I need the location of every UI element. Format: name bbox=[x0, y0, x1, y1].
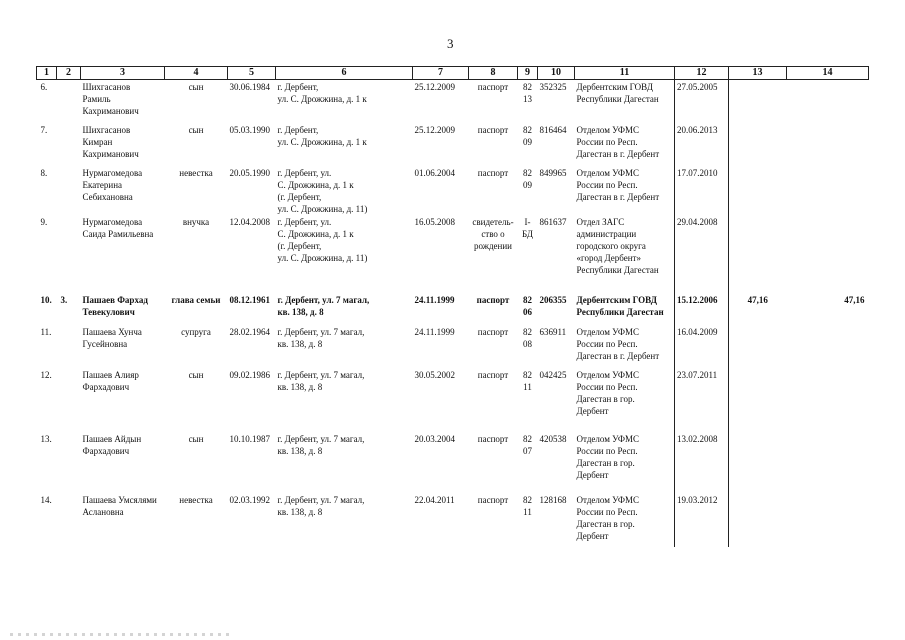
cell-document-series: 82 09 bbox=[523, 124, 532, 147]
col-header-5: 5 bbox=[228, 67, 276, 80]
cell-birth-date: 05.03.1990 bbox=[229, 124, 270, 135]
cell-document-series: 82 07 bbox=[523, 433, 532, 456]
table-row bbox=[37, 325, 869, 368]
cell-relation: невестка bbox=[179, 494, 213, 505]
cell-address: г. Дербент, ул. С. Дрожжина, д. 1 к bbox=[277, 82, 367, 104]
cell-row-number: 14. bbox=[40, 494, 52, 505]
col-header-14: 14 bbox=[787, 67, 869, 80]
cell-document-issuer: Отделом УФМС России по Респ. Дагестан в гор. Дербент bbox=[576, 494, 639, 541]
cell-registration-date: 20.03.2004 bbox=[414, 433, 455, 444]
cell-family-number bbox=[57, 123, 81, 166]
cell-issue-date: 20.06.2013 bbox=[675, 123, 729, 166]
cell-document-number: 352325 bbox=[539, 82, 567, 92]
cell-document-issuer: Отделом УФМС России по Респ. Дагестан в г. Дербент bbox=[576, 167, 660, 202]
cell-registration-date: 16.05.2008 bbox=[414, 216, 455, 227]
cell-total-area bbox=[729, 166, 787, 215]
cell-registration-date: 01.06.2004 bbox=[414, 167, 455, 178]
col-header-11: 11 bbox=[575, 67, 675, 80]
cell-living-area bbox=[787, 123, 869, 166]
cell-birth-date: 08.12.1961 bbox=[229, 294, 270, 305]
cell-address: г. Дербент, ул. С. Дрожжина, д. 1 к bbox=[277, 124, 367, 147]
cell-relation: невестка bbox=[179, 167, 213, 178]
cell-family-number bbox=[57, 493, 81, 547]
scan-noise bbox=[10, 633, 230, 636]
cell-issue-date: 29.04.2008 bbox=[675, 215, 729, 293]
cell-document-type: паспорт bbox=[477, 124, 509, 135]
col-header-8: 8 bbox=[469, 67, 518, 80]
cell-row-number: 7. bbox=[40, 124, 48, 135]
cell-total-area bbox=[729, 215, 787, 293]
cell-document-issuer: Дербентским ГОВД Республики Дагестан bbox=[576, 82, 659, 104]
cell-address: г. Дербент, ул. С. Дрожжина, д. 1 к (г. Дербент, ул. С. Дрожжина, д. 11) bbox=[277, 216, 368, 263]
cell-document-number: 042425 bbox=[539, 369, 567, 380]
col-header-1: 1 bbox=[37, 67, 57, 80]
table-row bbox=[37, 123, 869, 166]
cell-family-number bbox=[57, 432, 81, 493]
cell-total-area bbox=[729, 325, 787, 368]
cell-living-area bbox=[787, 493, 869, 547]
col-header-13: 13 bbox=[729, 67, 787, 80]
table-row bbox=[37, 215, 869, 293]
cell-relation: сын bbox=[188, 369, 204, 380]
cell-family-number bbox=[57, 166, 81, 215]
col-header-4: 4 bbox=[165, 67, 228, 80]
cell-address: г. Дербент, ул. 7 магал, кв. 138, д. 8 bbox=[277, 326, 365, 349]
cell-row-number: 10. bbox=[40, 294, 52, 305]
cell-issue-date: 15.12.2006 bbox=[675, 293, 729, 325]
cell-issue-date: 17.07.2010 bbox=[675, 166, 729, 215]
cell-living-area bbox=[787, 368, 869, 432]
cell-living-area bbox=[787, 80, 869, 123]
cell-document-number: 420538 bbox=[539, 433, 567, 444]
cell-document-series: 82 06 bbox=[523, 294, 532, 317]
cell-relation: внучка bbox=[182, 216, 210, 227]
cell-document-issuer: Дербентским ГОВД Республики Дагестан bbox=[576, 294, 664, 317]
col-header-6: 6 bbox=[276, 67, 413, 80]
cell-address: г. Дербент, ул. 7 магал, кв. 138, д. 8 bbox=[277, 494, 365, 517]
col-header-10: 10 bbox=[538, 67, 575, 80]
cell-total-area bbox=[729, 123, 787, 166]
cell-registration-date: 25.12.2009 bbox=[414, 124, 455, 135]
cell-total-area bbox=[729, 368, 787, 432]
cell-row-number: 9. bbox=[40, 216, 48, 227]
cell-document-issuer: Отдел ЗАГС администрации городского округа «город Дербент» Республики Дагестан bbox=[576, 216, 659, 275]
col-header-12: 12 bbox=[675, 67, 729, 80]
table-row bbox=[37, 432, 869, 493]
cell-document-issuer: Отделом УФМС России по Респ. Дагестан в г. Дербент bbox=[576, 326, 660, 361]
cell-relation: глава семьи bbox=[171, 294, 221, 305]
cell-living-area bbox=[787, 215, 869, 293]
cell-living-area bbox=[787, 325, 869, 368]
cell-document-series: 82 11 bbox=[523, 369, 532, 392]
cell-row-number: 11. bbox=[40, 326, 52, 337]
col-header-3: 3 bbox=[81, 67, 165, 80]
cell-document-type: паспорт bbox=[477, 82, 509, 92]
cell-birth-date: 30.06.1984 bbox=[229, 82, 270, 92]
cell-total-area bbox=[729, 432, 787, 493]
cell-birth-date: 12.04.2008 bbox=[229, 216, 270, 227]
header-row bbox=[37, 67, 869, 80]
cell-total-area bbox=[729, 80, 787, 123]
cell-relation: сын bbox=[188, 124, 204, 135]
cell-document-number: 636911 bbox=[539, 326, 567, 337]
cell-document-type: свидетель- ство о рождении bbox=[472, 216, 514, 251]
cell-family-number bbox=[57, 80, 81, 123]
table-row bbox=[37, 293, 869, 325]
cell-row-number: 12. bbox=[40, 369, 52, 380]
cell-registration-date: 24.11.1999 bbox=[414, 294, 455, 305]
cell-family-number bbox=[57, 368, 81, 432]
cell-family-number: 3. bbox=[60, 294, 68, 305]
col-header-2: 2 bbox=[57, 67, 81, 80]
cell-document-series: I-БД bbox=[522, 216, 533, 239]
cell-document-number: 128168 bbox=[539, 494, 567, 505]
cell-full-name: Пашаев Фархад Тевекулович bbox=[82, 294, 148, 317]
residents-table bbox=[36, 66, 869, 547]
cell-document-issuer: Отделом УФМС России по Респ. Дагестан в г. Дербент bbox=[576, 124, 660, 159]
cell-document-number: 849965 bbox=[539, 167, 567, 178]
cell-full-name: Шихгасанов Рамиль Кахриманович bbox=[82, 82, 139, 116]
cell-document-series: 82 09 bbox=[523, 167, 532, 190]
cell-family-number bbox=[57, 325, 81, 368]
cell-address: г. Дербент, ул. 7 магал, кв. 138, д. 8 bbox=[277, 294, 370, 317]
cell-living-area: 47,16 bbox=[844, 294, 865, 305]
table-row bbox=[37, 80, 869, 123]
cell-document-series: 82 13 bbox=[523, 82, 532, 104]
cell-document-number: 206355 bbox=[539, 294, 567, 305]
cell-address: г. Дербент, ул. 7 магал, кв. 138, д. 8 bbox=[277, 369, 365, 392]
cell-full-name: Нурмагомедова Саида Рамильевна bbox=[82, 216, 154, 239]
cell-full-name: Нурмагомедова Екатерина Себихановна bbox=[82, 167, 143, 202]
cell-registration-date: 30.05.2002 bbox=[414, 369, 455, 380]
table-row bbox=[37, 166, 869, 215]
cell-full-name: Пашаева Умсялями Аслановна bbox=[82, 494, 157, 517]
cell-family-number bbox=[57, 215, 81, 293]
cell-row-number: 8. bbox=[40, 167, 48, 178]
cell-birth-date: 28.02.1964 bbox=[229, 326, 270, 337]
cell-full-name: Пашаева Хунча Гусейновна bbox=[82, 326, 142, 349]
cell-living-area bbox=[787, 166, 869, 215]
cell-relation: сын bbox=[188, 82, 204, 92]
cell-document-issuer: Отделом УФМС России по Респ. Дагестан в гор. Дербент bbox=[576, 369, 639, 416]
cell-total-area: 47,16 bbox=[729, 293, 787, 325]
cell-registration-date: 22.04.2011 bbox=[414, 494, 455, 505]
cell-document-type: паспорт bbox=[477, 433, 509, 444]
cell-relation: сын bbox=[188, 433, 204, 444]
cell-living-area bbox=[787, 432, 869, 493]
col-header-7: 7 bbox=[413, 67, 469, 80]
cell-total-area bbox=[729, 493, 787, 547]
cell-issue-date: 23.07.2011 bbox=[675, 368, 729, 432]
col-header-9: 9 bbox=[518, 67, 538, 80]
cell-document-type: паспорт bbox=[477, 369, 509, 380]
cell-registration-date: 24.11.1999 bbox=[414, 326, 455, 337]
cell-issue-date: 27.05.2005 bbox=[675, 80, 729, 123]
cell-birth-date: 20.05.1990 bbox=[229, 167, 270, 178]
cell-document-type: паспорт bbox=[477, 326, 509, 337]
cell-registration-date: 25.12.2009 bbox=[414, 82, 455, 92]
cell-document-type: паспорт bbox=[476, 294, 510, 305]
cell-issue-date: 16.04.2009 bbox=[675, 325, 729, 368]
cell-address: г. Дербент, ул. 7 магал, кв. 138, д. 8 bbox=[277, 433, 365, 456]
table-row bbox=[37, 493, 869, 547]
cell-document-series: 82 11 bbox=[523, 494, 532, 517]
cell-document-type: паспорт bbox=[477, 167, 509, 178]
cell-full-name: Пашаев Алияр Фархадович bbox=[82, 369, 139, 392]
cell-issue-date: 13.02.2008 bbox=[675, 432, 729, 493]
table-row bbox=[37, 368, 869, 432]
cell-address: г. Дербент, ул. С. Дрожжина, д. 1 к (г. Дербент, ул. С. Дрожжина, д. 11) bbox=[277, 167, 368, 214]
cell-document-issuer: Отделом УФМС России по Респ. Дагестан в гор. Дербент bbox=[576, 433, 639, 480]
cell-relation: супруга bbox=[181, 326, 211, 337]
cell-full-name: Шихгасанов Кимран Кахриманович bbox=[82, 124, 139, 159]
cell-issue-date: 19.03.2012 bbox=[675, 493, 729, 547]
cell-full-name: Пашаев Айдын Фархадович bbox=[82, 433, 142, 456]
cell-document-number: 816464 bbox=[539, 124, 567, 135]
cell-document-series: 82 08 bbox=[523, 326, 532, 349]
cell-row-number: 6. bbox=[40, 82, 48, 92]
cell-birth-date: 09.02.1986 bbox=[229, 369, 270, 380]
cell-birth-date: 10.10.1987 bbox=[229, 433, 270, 444]
cell-row-number: 13. bbox=[40, 433, 52, 444]
page-number: 3 bbox=[447, 36, 454, 51]
cell-birth-date: 02.03.1992 bbox=[229, 494, 270, 505]
cell-document-type: паспорт bbox=[477, 494, 509, 505]
cell-document-number: 861637 bbox=[539, 216, 567, 227]
